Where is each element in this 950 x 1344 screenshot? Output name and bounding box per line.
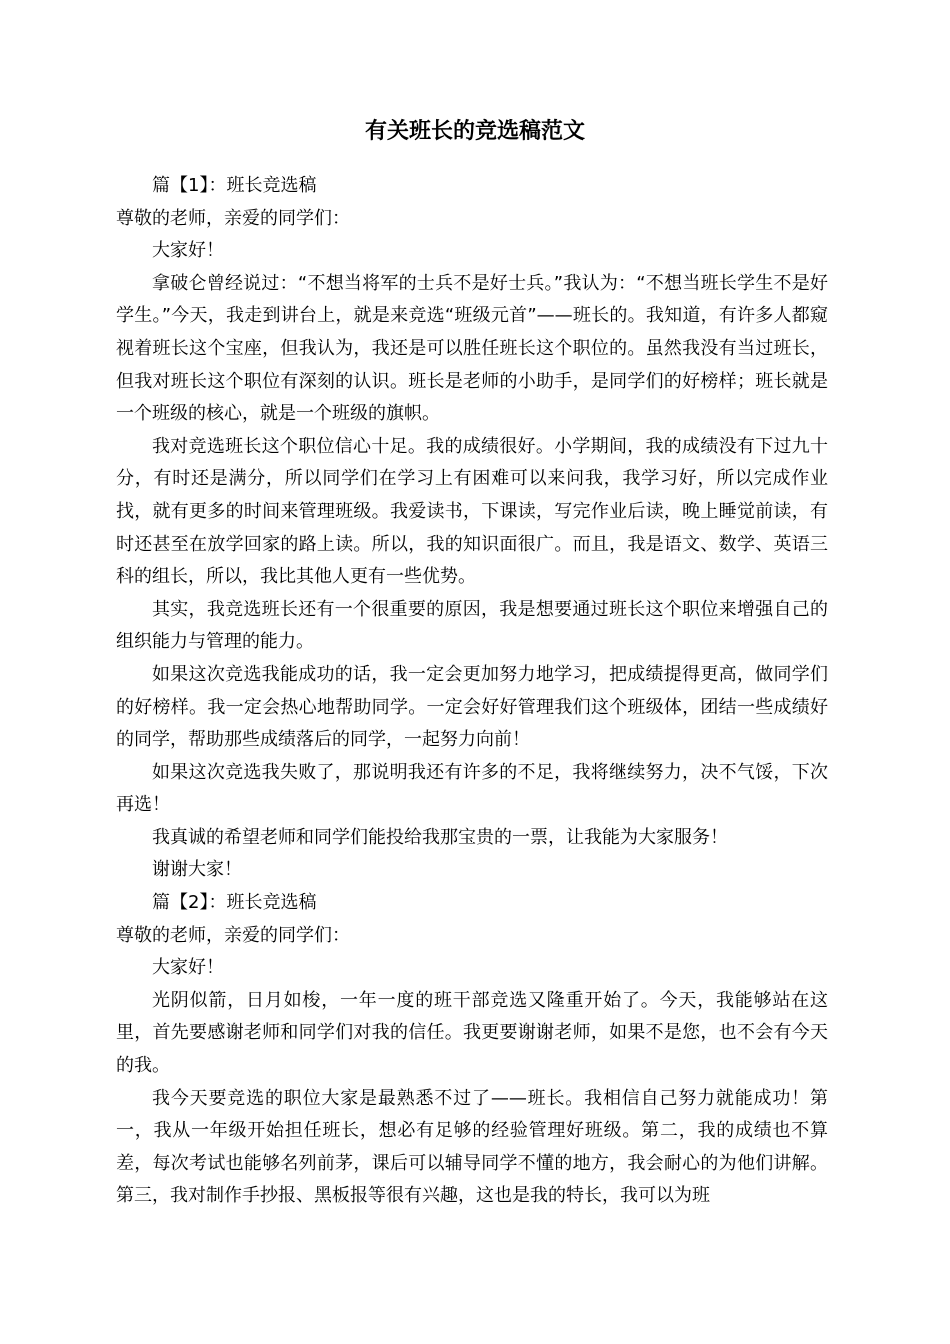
paragraph: 光阴似箭，日月如梭，一年一度的班干部竞选又隆重开始了。今天，我能够站在这里，首先要感谢老师和同学们对我的信任。我更要谢谢老师，如果不是您，也不会有今天的我。: [116, 989, 828, 1077]
document-body: [116, 170, 828, 1213]
paragraph: 如果这次竞选我失败了，那说明我还有许多的不足，我将继续努力，决不气馁，下次再选！: [116, 761, 828, 816]
paragraph: 其实，我竞选班长还有一个很重要的原因，我是想要通过班长这个职位来增强自己的组织能力与管理的能力。: [116, 598, 828, 653]
paragraph: 如果这次竞选我能成功的话，我一定会更加努力地学习，把成绩提得更高，做同学们的好榜样。我一定会热心地帮助同学。一定会好好管理我们这个班级体，团结一些成绩好的同学，帮助那些成绩落后的同学，一起努力向前！: [116, 663, 828, 751]
paragraph: 篇【1】：班长竞选稿: [152, 175, 317, 196]
document-title: 有关班长的竞选稿范文: [364, 119, 585, 144]
paragraph: 我对竞选班长这个职位信心十足。我的成绩很好。小学期间，我的成绩没有下过九十分，有时还是满分，所以同学们在学习上有困难可以来问我，我学习好，所以完成作业找，就有更多的时间来管理班级。我爱读书，下课读，写完作业后读，晚上睡觉前读，有时还甚至在放学回家的路上读。所以，我的知识面很广。而且，我是语文、数学、英语三科的组长，所以，我比其他人更有一些优势。: [116, 435, 828, 588]
paragraph: 我今天要竞选的职位大家是最熟悉不过了——班长。我相信自己努力就能成功！第一，我从一年级开始担任班长，想必有足够的经验管理好班级。第二，我的成绩也不算差，每次考试也能够名列前茅，课后可以辅导同学不懂的地方，我会耐心的为他们讲解。第三，我对制作手抄报、黑板报等很有兴趣，这也是我的特长，我可以为班: [116, 1087, 828, 1207]
paragraph: 大家好！: [152, 240, 224, 262]
paragraph: 我真诚的希望老师和同学们能投给我那宝贵的一票，让我能为大家服务！: [152, 826, 728, 848]
paragraph: 尊敬的老师，亲爱的同学们：: [116, 207, 350, 229]
paragraph: 尊敬的老师，亲爱的同学们：: [116, 924, 350, 946]
paragraph: 拿破仑曾经说过：“不想当将军的士兵不是好士兵。”我认为：“不想当班长学生不是好学生。”今天，我走到讲台上，就是来竞选“班级元首”——班长的。我知道，有许多人都窥视着班长这个宝座，但我认为，我还是可以胜任班长这个职位的。虽然我没有当过班长，但我对班长这个职位有深刻的认识。班长是老师的小助手，是同学们的好榜样；班长就是一个班级的核心，就是一个班级的旗帜。: [116, 272, 828, 425]
paragraph: 篇【2】：班长竞选稿: [152, 892, 317, 914]
paragraph: 谢谢大家！: [152, 859, 242, 881]
paragraph: 大家好！: [152, 957, 224, 979]
